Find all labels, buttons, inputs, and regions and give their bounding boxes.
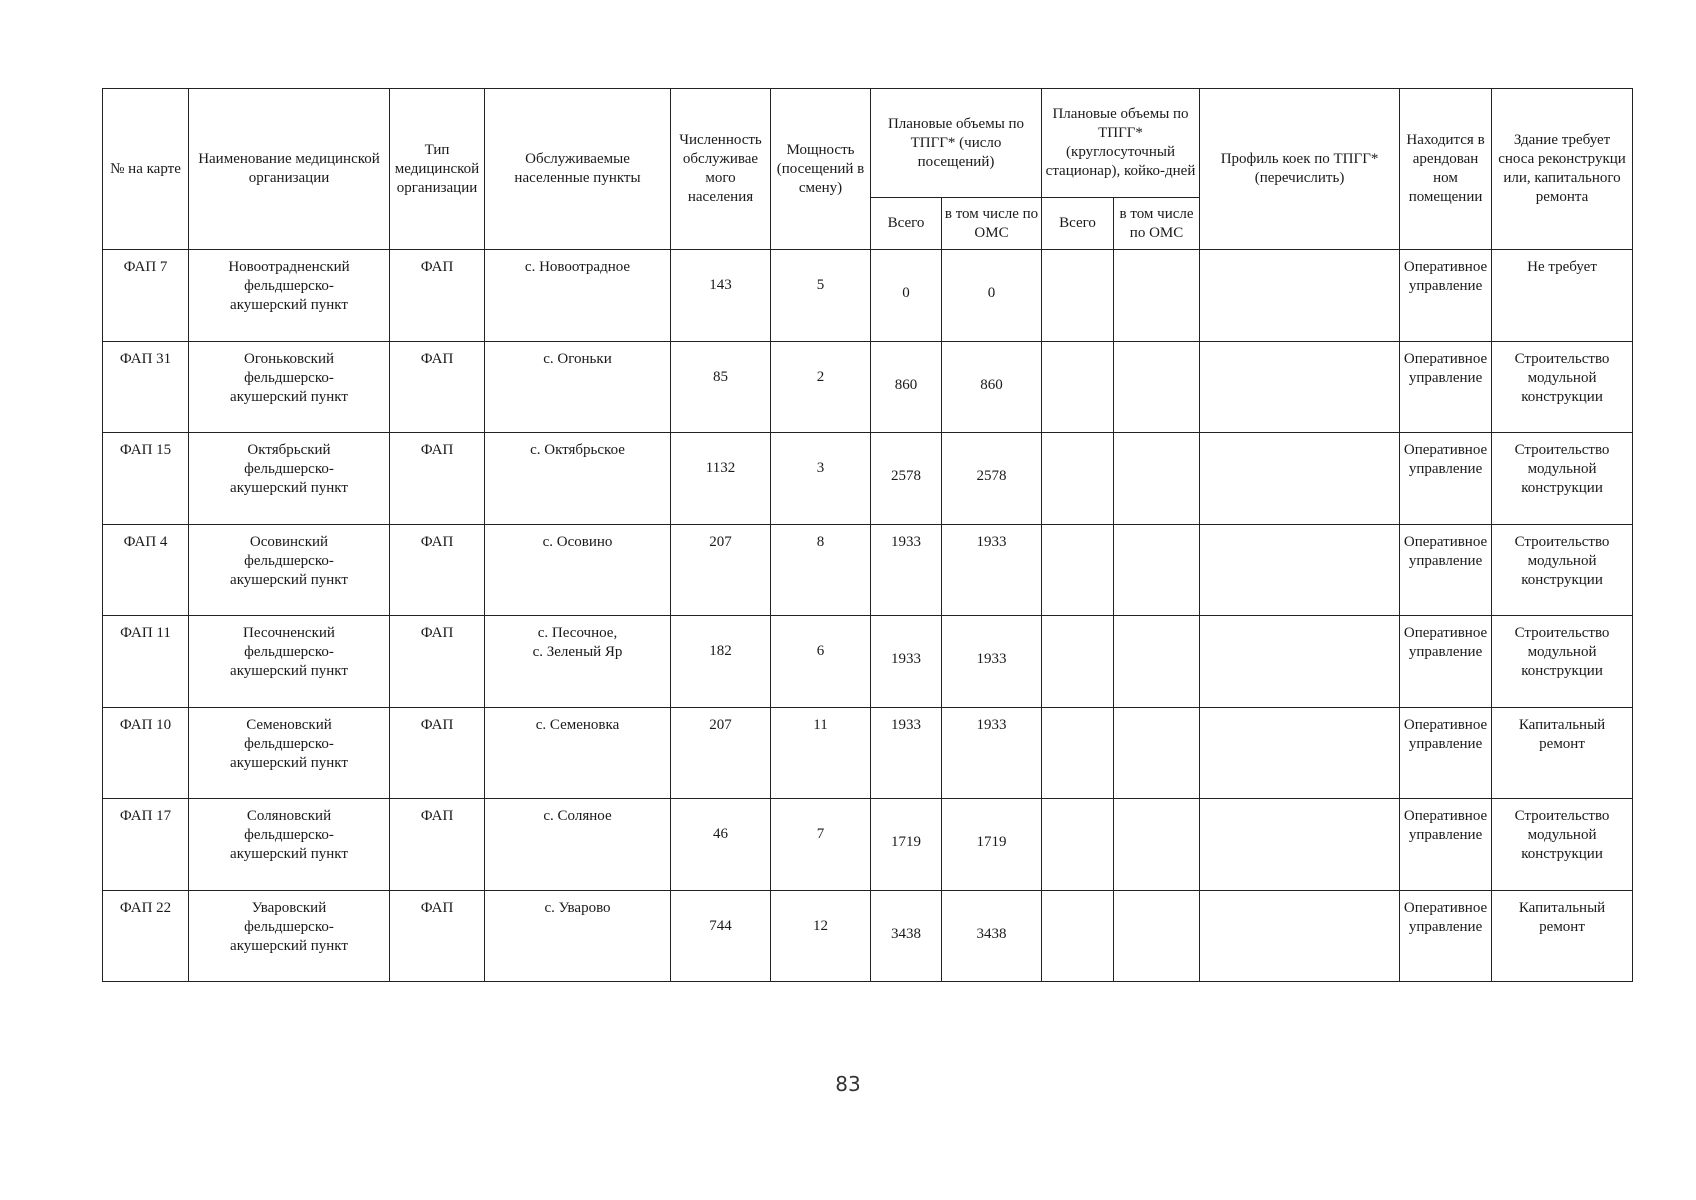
cell-org-name: Новоотрадненский фельдшерско- акушерский пункт xyxy=(189,250,390,342)
cell-capacity: 5 xyxy=(771,250,871,342)
table-row xyxy=(103,341,1633,433)
cell-visits-total: 1933 xyxy=(871,616,942,708)
cell-org-type: ФАП xyxy=(390,799,485,891)
cell-visits-total: 860 xyxy=(871,341,942,433)
cell-bed-days-oms xyxy=(1114,524,1200,616)
cell-settlements: с. Уварово xyxy=(485,890,671,982)
cell-population: 46 xyxy=(671,799,771,891)
header-org-type: Тип медицинской организации xyxy=(390,89,485,250)
cell-bed-days-oms xyxy=(1114,799,1200,891)
cell-capacity: 7 xyxy=(771,799,871,891)
cell-settlements: с. Огоньки xyxy=(485,341,671,433)
cell-visits-total: 0 xyxy=(871,250,942,342)
cell-visits-total: 1719 xyxy=(871,799,942,891)
cell-org-type: ФАП xyxy=(390,890,485,982)
cell-settlements: с. Песочное, с. Зеленый Яр xyxy=(485,616,671,708)
cell-premises: Оперативное управление xyxy=(1400,433,1492,525)
page-number: 83 xyxy=(835,1072,861,1096)
cell-settlements: с. Новоотрадное xyxy=(485,250,671,342)
cell-population: 85 xyxy=(671,341,771,433)
table-row xyxy=(103,524,1633,616)
cell-org-name: Огоньковский фельдшерско- акушерский пункт xyxy=(189,341,390,433)
cell-capacity: 11 xyxy=(771,707,871,799)
table-row xyxy=(103,250,1633,342)
cell-bed-days-total xyxy=(1042,707,1114,799)
cell-org-type: ФАП xyxy=(390,524,485,616)
cell-org-name: Песочненский фельдшерско- акушерский пункт xyxy=(189,616,390,708)
cell-bed-days-total xyxy=(1042,799,1114,891)
header-building: Здание требует сноса реконструкци или, капитального ремонта xyxy=(1492,89,1633,250)
header-bed-days-group: Плановые объемы по ТПГГ* (круглосуточный стационар), койко-дней xyxy=(1042,89,1200,198)
cell-org-name: Осовинский фельдшерско- акушерский пункт xyxy=(189,524,390,616)
cell-bed-profile xyxy=(1200,524,1400,616)
cell-visits-oms: 0 xyxy=(942,250,1042,342)
cell-bed-days-total xyxy=(1042,433,1114,525)
cell-population: 143 xyxy=(671,250,771,342)
cell-building: Не требует xyxy=(1492,250,1633,342)
cell-building: Строительство модульной конструкции xyxy=(1492,341,1633,433)
cell-building: Капитальный ремонт xyxy=(1492,890,1633,982)
cell-org-name: Соляновский фельдшерско- акушерский пункт xyxy=(189,799,390,891)
header-rented: Находится в арендован ном помещении xyxy=(1400,89,1492,250)
table-row xyxy=(103,707,1633,799)
cell-building: Капитальный ремонт xyxy=(1492,707,1633,799)
cell-org-type: ФАП xyxy=(390,250,485,342)
cell-map-no: ФАП 15 xyxy=(103,433,189,525)
cell-visits-total: 2578 xyxy=(871,433,942,525)
cell-premises: Оперативное управление xyxy=(1400,616,1492,708)
cell-org-type: ФАП xyxy=(390,433,485,525)
cell-map-no: ФАП 22 xyxy=(103,890,189,982)
cell-visits-oms: 1933 xyxy=(942,707,1042,799)
cell-visits-oms: 1933 xyxy=(942,616,1042,708)
cell-settlements: с. Октябрьское xyxy=(485,433,671,525)
cell-bed-days-oms xyxy=(1114,433,1200,525)
cell-population: 207 xyxy=(671,524,771,616)
cell-bed-days-oms xyxy=(1114,250,1200,342)
cell-bed-profile xyxy=(1200,341,1400,433)
header-bed-days-total: Всего xyxy=(1042,198,1114,250)
cell-visits-oms: 3438 xyxy=(942,890,1042,982)
cell-org-name: Уваровский фельдшерско- акушерский пункт xyxy=(189,890,390,982)
cell-bed-profile xyxy=(1200,433,1400,525)
cell-bed-profile xyxy=(1200,707,1400,799)
cell-map-no: ФАП 7 xyxy=(103,250,189,342)
cell-population: 182 xyxy=(671,616,771,708)
header-capacity: Мощность (посещений в смену) xyxy=(771,89,871,250)
cell-settlements: с. Соляное xyxy=(485,799,671,891)
cell-premises: Оперативное управление xyxy=(1400,250,1492,342)
cell-bed-profile xyxy=(1200,890,1400,982)
cell-bed-profile xyxy=(1200,250,1400,342)
cell-bed-profile xyxy=(1200,799,1400,891)
cell-map-no: ФАП 17 xyxy=(103,799,189,891)
header-visits-group: Плановые объемы по ТПГГ* (число посещений) xyxy=(871,89,1042,198)
cell-bed-days-total xyxy=(1042,890,1114,982)
cell-visits-oms: 1933 xyxy=(942,524,1042,616)
cell-capacity: 6 xyxy=(771,616,871,708)
cell-visits-oms: 2578 xyxy=(942,433,1042,525)
cell-capacity: 8 xyxy=(771,524,871,616)
header-bed-profile: Профиль коек по ТПГГ* (перечислить) xyxy=(1200,89,1400,250)
cell-bed-days-oms xyxy=(1114,707,1200,799)
cell-bed-days-total xyxy=(1042,341,1114,433)
header-visits-oms: в том числе по ОМС xyxy=(942,198,1042,250)
header-org-name: Наименование медицинской организации xyxy=(189,89,390,250)
cell-bed-days-oms xyxy=(1114,616,1200,708)
table-row xyxy=(103,799,1633,891)
cell-map-no: ФАП 10 xyxy=(103,707,189,799)
cell-population: 1132 xyxy=(671,433,771,525)
fap-registry-table xyxy=(102,88,1633,982)
cell-visits-oms: 1719 xyxy=(942,799,1042,891)
cell-map-no: ФАП 11 xyxy=(103,616,189,708)
cell-bed-days-total xyxy=(1042,616,1114,708)
cell-org-type: ФАП xyxy=(390,616,485,708)
cell-building: Строительство модульной конструкции xyxy=(1492,616,1633,708)
cell-premises: Оперативное управление xyxy=(1400,524,1492,616)
cell-capacity: 12 xyxy=(771,890,871,982)
cell-capacity: 2 xyxy=(771,341,871,433)
table-row xyxy=(103,433,1633,525)
cell-population: 744 xyxy=(671,890,771,982)
cell-premises: Оперативное управление xyxy=(1400,341,1492,433)
cell-org-type: ФАП xyxy=(390,707,485,799)
cell-visits-total: 1933 xyxy=(871,707,942,799)
cell-bed-days-total xyxy=(1042,250,1114,342)
cell-visits-total: 1933 xyxy=(871,524,942,616)
cell-bed-profile xyxy=(1200,616,1400,708)
header-map-no: № на карте xyxy=(103,89,189,250)
cell-org-name: Октябрьский фельдшерско- акушерский пункт xyxy=(189,433,390,525)
table-row xyxy=(103,890,1633,982)
cell-map-no: ФАП 4 xyxy=(103,524,189,616)
cell-premises: Оперативное управление xyxy=(1400,799,1492,891)
cell-building: Строительство модульной конструкции xyxy=(1492,799,1633,891)
cell-org-name: Семеновский фельдшерско- акушерский пункт xyxy=(189,707,390,799)
cell-map-no: ФАП 31 xyxy=(103,341,189,433)
header-bed-days-oms: в том числе по ОМС xyxy=(1114,198,1200,250)
cell-bed-days-oms xyxy=(1114,890,1200,982)
cell-bed-days-oms xyxy=(1114,341,1200,433)
cell-bed-days-total xyxy=(1042,524,1114,616)
header-visits-total: Всего xyxy=(871,198,942,250)
table-row xyxy=(103,616,1633,708)
cell-building: Строительство модульной конструкции xyxy=(1492,524,1633,616)
cell-population: 207 xyxy=(671,707,771,799)
cell-org-type: ФАП xyxy=(390,341,485,433)
cell-premises: Оперативное управление xyxy=(1400,707,1492,799)
cell-settlements: с. Осовино xyxy=(485,524,671,616)
cell-settlements: с. Семеновка xyxy=(485,707,671,799)
cell-building: Строительство модульной конструкции xyxy=(1492,433,1633,525)
cell-visits-total: 3438 xyxy=(871,890,942,982)
cell-capacity: 3 xyxy=(771,433,871,525)
header-settlements: Обслуживаемые населенные пункты xyxy=(485,89,671,250)
header-population: Численность обслуживае мого населения xyxy=(671,89,771,250)
cell-visits-oms: 860 xyxy=(942,341,1042,433)
cell-premises: Оперативное управление xyxy=(1400,890,1492,982)
